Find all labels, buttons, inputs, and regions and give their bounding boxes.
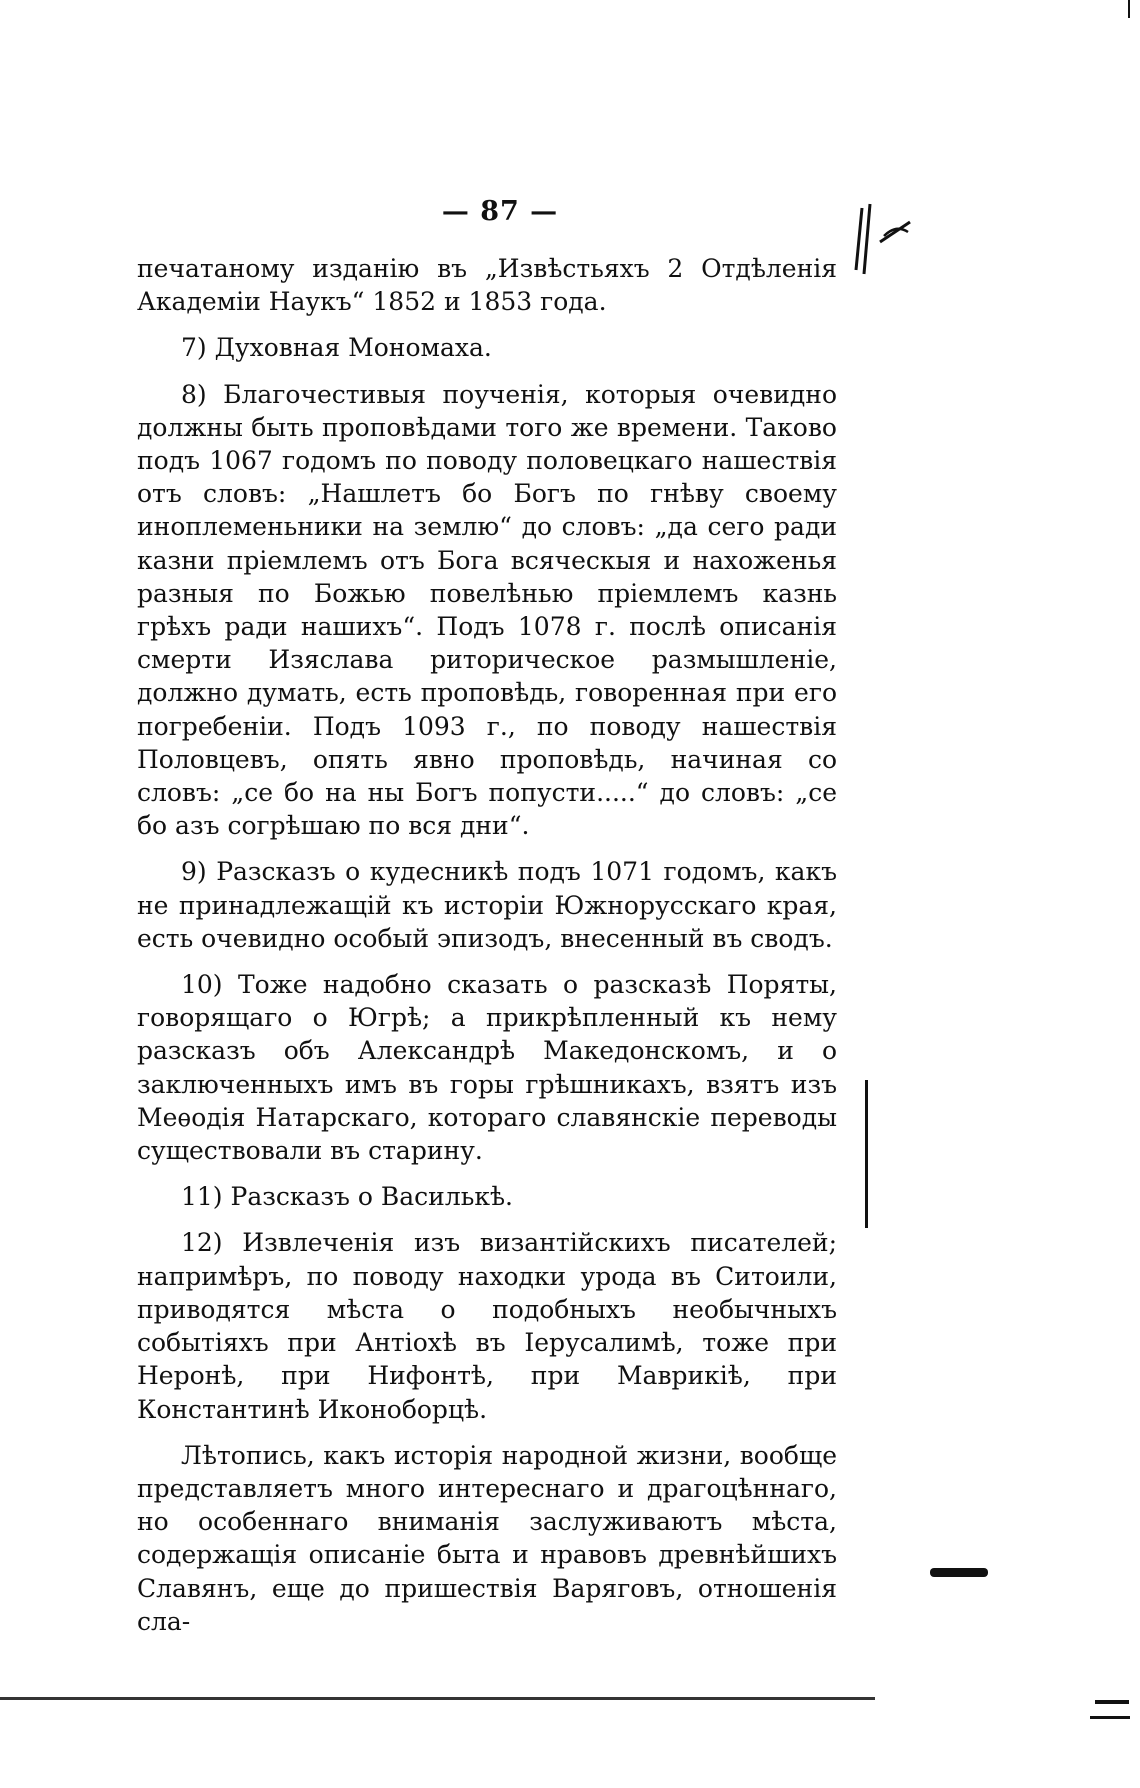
margin-pencil-mark — [850, 200, 930, 290]
corner-scribble — [1095, 1700, 1129, 1704]
body-text — [137, 252, 837, 1651]
edge-smudge — [930, 1568, 988, 1577]
paragraph-item-8: 8) Благочестивыя поученія, которыя очевидно должны быть проповѣдами того же времени. Таково подъ 1067 годомъ по поводу половецкаго нашествія отъ словъ: „Нашлетъ бо Богъ по гнѣву своему иноплеменьники на землю“ до словъ: „да сего ради казни пріемлемъ отъ Бога всяческыя и нахоженья разныя по Божью повелѣнью пріемлемъ казнь грѣхъ ради нашихъ“. Подъ 1078 г. послѣ описанія смерти Изяслава риторическое размышленіе, должно думать, есть проповѣдь, говоренная при его погребеніи. Подъ 1093 г., по поводу нашествія Половцевъ, опять явно проповѣдь, начиная со словъ: „се бо на ны Богъ попусти.....“ до словъ: „се бо азъ согрѣшаю по вся дни“. — [137, 379, 837, 841]
paragraph-item-11: 11) Разсказъ о Василькѣ. — [181, 1182, 513, 1212]
paragraph-chronicle: Лѣтопись, какъ исторія народной жизни, вообще представляетъ много интереснаго и драгоцѣннаго, но особеннаго вниманія заслуживаютъ мѣста, содержащія описаніе быта и нравовъ древнѣйшихъ Славянъ, еще до пришествія Варяговъ, отношенія сла- — [137, 1440, 837, 1636]
paragraph-item-10: 10) Тоже надобно сказать о разсказѣ Поряты, говорящаго о Югрѣ; а прикрѣпленный къ нему разсказъ объ Александрѣ Македонскомъ, и о заключенныхъ имъ въ горы грѣшникахъ, взятъ изъ Меѳодія Натарскаго, котораго славянскіе переводы существовали въ старину. — [137, 970, 837, 1166]
corner-scribble-2 — [1090, 1716, 1130, 1719]
paragraph-item-9: 9) Разсказъ о кудесникѣ подъ 1071 годомъ, какъ не принадлежащій къ исторіи Южнорусскаго края, есть очевидно особый эпизодъ, внесенный въ сводъ. — [137, 857, 837, 953]
paragraph-item-7: 7) Духовная Мономаха. — [181, 333, 492, 363]
page-number: — 87 — — [441, 196, 559, 227]
bottom-rule — [0, 1697, 875, 1700]
paragraph-continuation: печатаному изданію въ „Извѣстьяхъ 2 Отдѣленія Академіи Наукъ“ 1852 и 1853 года. — [137, 254, 837, 317]
margin-line-mark — [865, 1080, 868, 1228]
paragraph-item-12: 12) Извлеченія изъ византійскихъ писателей; напримѣръ, по поводу находки урода въ Ситоили, приводятся мѣста о подобныхъ необычныхъ событіяхъ при Антіохѣ въ Іерусалимѣ, тоже при Неронѣ, при Нифонтѣ, при Маврикіѣ, при Константинѣ Иконоборцѣ. — [137, 1228, 837, 1424]
corner-mark — [1128, 0, 1130, 18]
